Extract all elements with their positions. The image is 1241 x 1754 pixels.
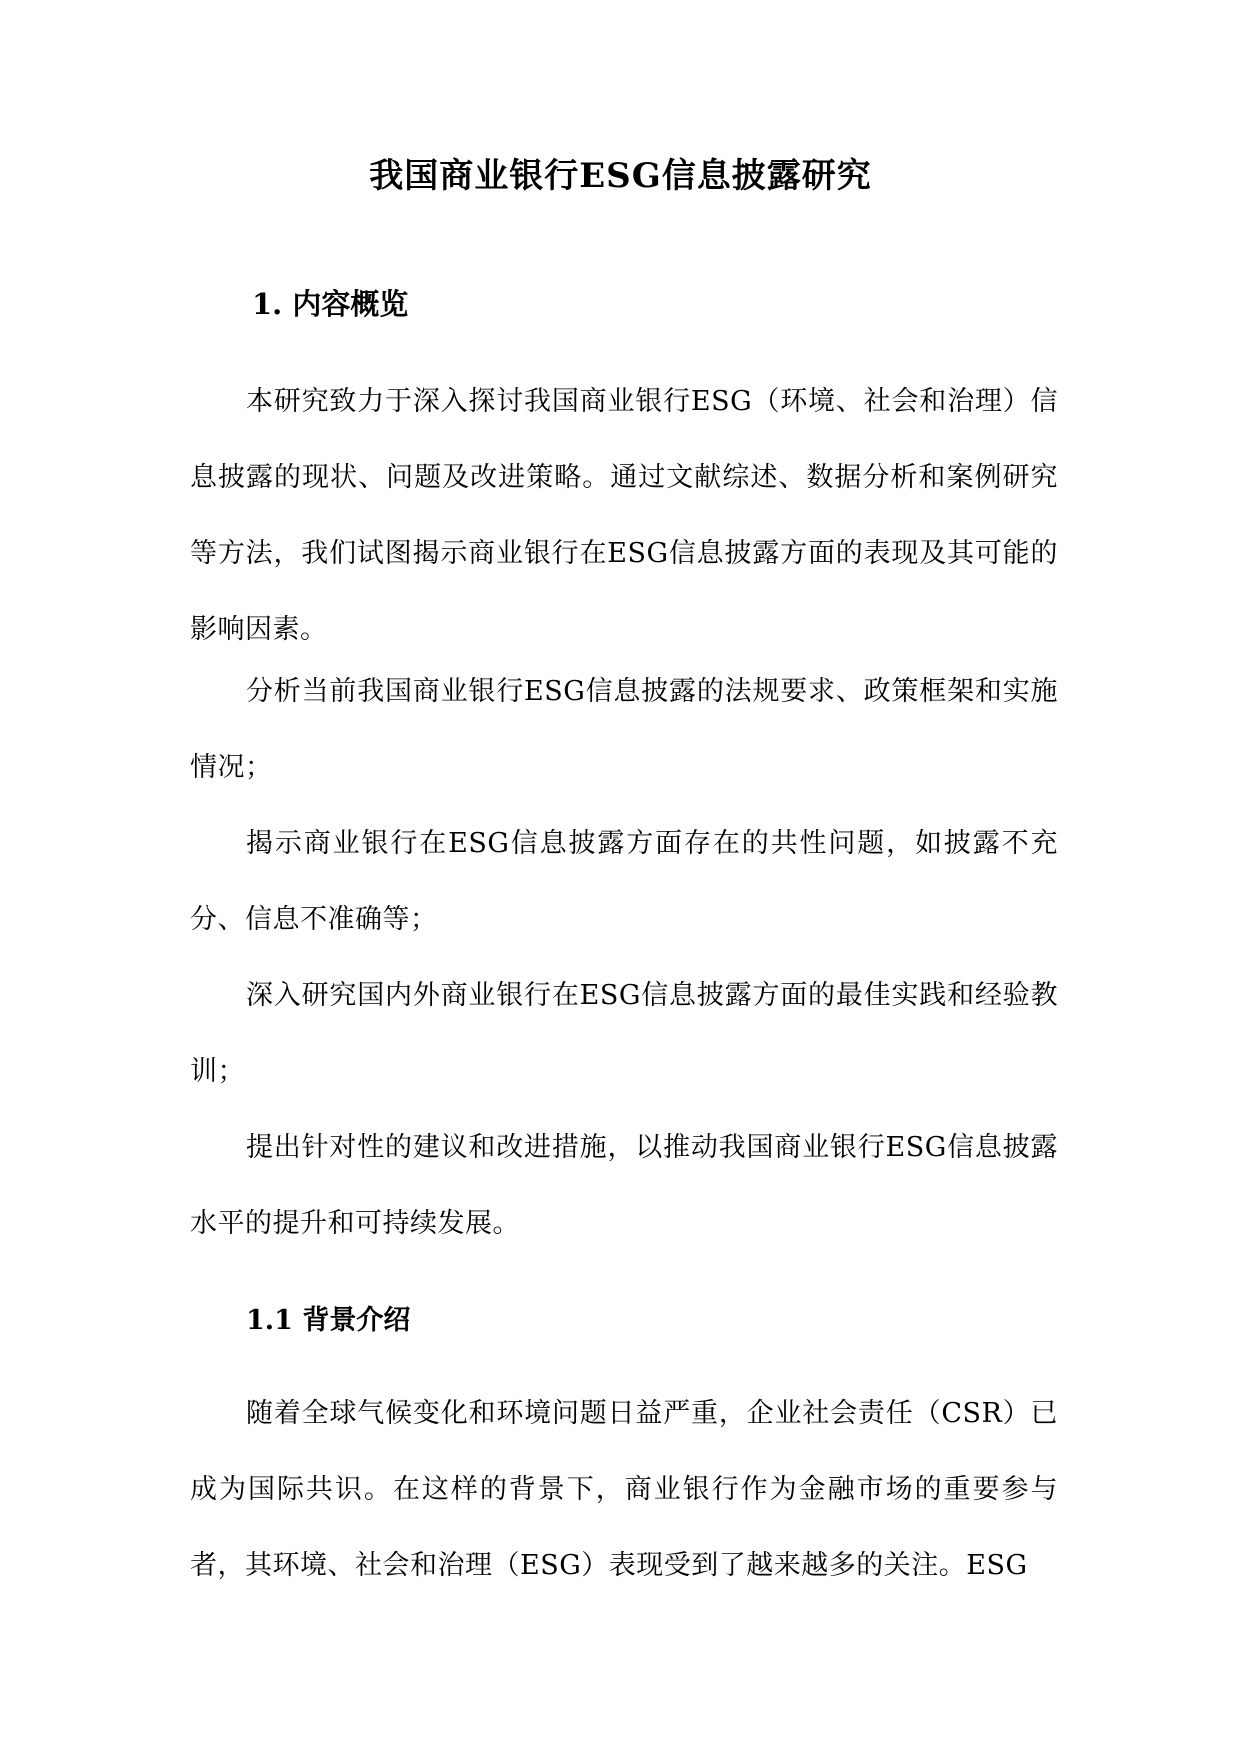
paragraph-objective-problems: 揭示商业银行在ESG信息披露方面存在的共性问题，如披露不充分、信息不准确等；	[190, 828, 1058, 935]
paragraph-objective-best-practice: 深入研究国内外商业银行在ESG信息披露方面的最佳实践和经验教训；	[190, 980, 1058, 1087]
paragraph-overview: 本研究致力于深入探讨我国商业银行ESG（环境、社会和治理）信息披露的现状、问题及改进策略。通过文献综述、数据分析和案例研究等方法，我们试图揭示商业银行在ESG信息披露方面的表现及其可能的影响因素。	[190, 386, 1058, 645]
paragraph-objective-recommendations: 提出针对性的建议和改进措施，以推动我国商业银行ESG信息披露水平的提升和可持续发展。	[190, 1132, 1058, 1239]
paragraph-objective-regulation: 分析当前我国商业银行ESG信息披露的法规要求、政策框架和实施情况；	[190, 676, 1058, 783]
paragraph-background: 随着全球气候变化和环境问题日益严重，企业社会责任（CSR）已成为国际共识。在这样的背景下，商业银行作为金融市场的重要参与者，其环境、社会和治理（ESG）表现受到了越来越多的关注。ESG	[190, 1398, 1058, 1581]
section-heading-background: 1.1 背景介绍	[246, 1305, 411, 1336]
document-title: 我国商业银行ESG信息披露研究	[369, 156, 872, 196]
section-heading-content-overview: 1. 内容概览	[252, 287, 409, 321]
